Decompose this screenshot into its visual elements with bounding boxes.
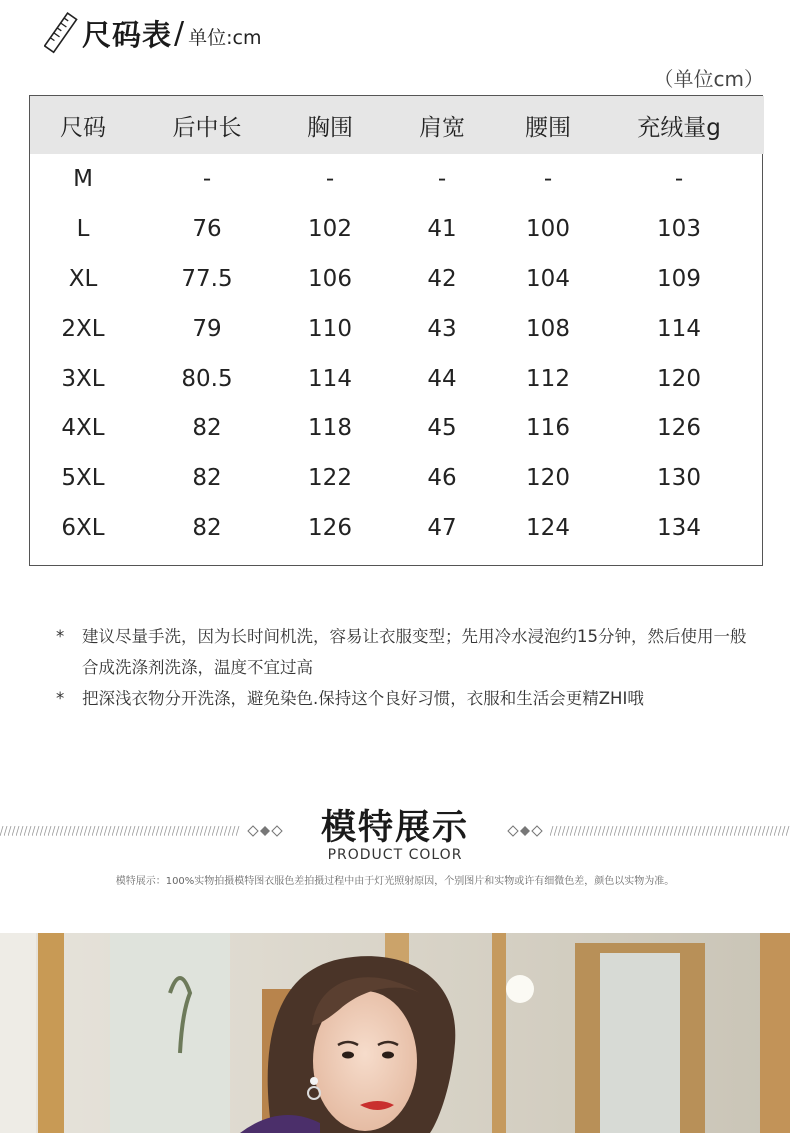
table-cell: 2XL bbox=[61, 315, 105, 342]
table-cell: 118 bbox=[308, 415, 352, 442]
column-header-down-fill: 充绒量g bbox=[637, 114, 721, 141]
table-cell: 126 bbox=[657, 415, 701, 442]
table-cell: 47 bbox=[427, 515, 457, 542]
table-cell: L bbox=[76, 215, 90, 242]
table-cell: 130 bbox=[657, 465, 701, 492]
model-section-description: 模特展示：100%实物拍摄模特图衣服色差拍摄过程中由于灯光照射原因，个别图片和实物或许有细微色差，颜色以实物为准。 bbox=[115, 876, 675, 887]
column-header-size: 尺码 bbox=[60, 114, 106, 141]
table-cell: 43 bbox=[427, 315, 457, 342]
table-cell: 44 bbox=[427, 365, 457, 392]
size-chart-header bbox=[44, 8, 261, 58]
table-cell: XL bbox=[68, 265, 98, 292]
model-section-subtitle: PRODUCT COLOR bbox=[327, 847, 463, 863]
table-cell: 106 bbox=[308, 265, 352, 292]
table-cell: 82 bbox=[192, 415, 222, 442]
table-cell: 116 bbox=[526, 415, 570, 442]
table-row bbox=[30, 304, 764, 354]
decorative-hatch-line bbox=[550, 826, 790, 836]
table-row bbox=[30, 204, 764, 254]
table-row bbox=[30, 154, 764, 204]
table-cell: 114 bbox=[308, 365, 352, 392]
size-chart-title: 尺码表 bbox=[82, 17, 173, 52]
table-cell: 4XL bbox=[61, 415, 105, 442]
note-text: 建议尽量手洗，因为长时间机洗，容易让衣服变型；先用冷水浸泡约15分钟，然后使用一般合成洗涤剂洗涤，温度不宜过高 bbox=[82, 627, 747, 677]
table-cell: 114 bbox=[657, 315, 701, 342]
table-row bbox=[30, 354, 764, 404]
table-cell: 120 bbox=[526, 465, 570, 492]
table-cell: 126 bbox=[308, 515, 352, 542]
table-cell: 82 bbox=[192, 465, 222, 492]
column-header-waist: 腰围 bbox=[525, 114, 571, 141]
table-cell: 46 bbox=[427, 465, 457, 492]
table-cell: M bbox=[73, 165, 93, 192]
care-notes bbox=[56, 621, 756, 714]
table-cell: 122 bbox=[308, 465, 352, 492]
size-chart-slash: / bbox=[174, 15, 185, 51]
note-text: 把深浅衣物分开洗涤，避免染色.保持这个良好习惯，衣服和生活会更精ZHI哦 bbox=[82, 689, 644, 708]
table-cell: 5XL bbox=[61, 465, 105, 492]
table-cell: 42 bbox=[427, 265, 457, 292]
note-bullet: * bbox=[56, 627, 65, 646]
column-header-shoulder: 肩宽 bbox=[419, 114, 465, 141]
diamond-ornament-icon bbox=[506, 824, 546, 838]
table-cell: 134 bbox=[657, 515, 701, 542]
table-cell: 100 bbox=[526, 215, 570, 242]
model-display-section bbox=[0, 796, 790, 896]
table-cell: 110 bbox=[308, 315, 352, 342]
table-header-row bbox=[30, 96, 764, 154]
care-note bbox=[56, 621, 756, 683]
column-header-back-length: 后中长 bbox=[172, 114, 242, 141]
table-row bbox=[30, 503, 764, 553]
table-cell: 102 bbox=[308, 215, 352, 242]
table-cell: - bbox=[674, 165, 684, 192]
table-cell: - bbox=[437, 165, 447, 192]
table-cell: 103 bbox=[657, 215, 701, 242]
unit-note: （单位cm） bbox=[653, 67, 764, 91]
table-cell: 3XL bbox=[61, 365, 105, 392]
table-cell: 6XL bbox=[61, 515, 105, 542]
model-photo-image bbox=[0, 933, 790, 1133]
table-cell: 82 bbox=[192, 515, 222, 542]
size-chart-unit-label: 单位:cm bbox=[188, 26, 262, 49]
table-cell: 108 bbox=[526, 315, 570, 342]
table-cell: 79 bbox=[192, 315, 222, 342]
table-cell: 41 bbox=[427, 215, 457, 242]
table-cell: - bbox=[202, 165, 212, 192]
table-cell: - bbox=[325, 165, 335, 192]
table-cell: 76 bbox=[192, 215, 222, 242]
model-photo bbox=[0, 933, 790, 1133]
table-cell: 109 bbox=[657, 265, 701, 292]
table-cell: 104 bbox=[526, 265, 570, 292]
table-row bbox=[30, 254, 764, 304]
column-header-bust: 胸围 bbox=[307, 114, 353, 141]
note-bullet: * bbox=[56, 689, 65, 708]
table-cell: - bbox=[543, 165, 553, 192]
table-cell: 124 bbox=[526, 515, 570, 542]
table-cell: 77.5 bbox=[181, 265, 233, 292]
size-table bbox=[29, 95, 763, 566]
table-row bbox=[30, 403, 764, 453]
model-section-title: 模特展示 bbox=[320, 808, 469, 848]
ruler-icon bbox=[44, 12, 78, 54]
table-cell: 80.5 bbox=[181, 365, 233, 392]
care-note bbox=[56, 683, 756, 714]
table-cell: 112 bbox=[526, 365, 570, 392]
table-row bbox=[30, 453, 764, 503]
table-cell: 45 bbox=[427, 415, 457, 442]
table-cell: 120 bbox=[657, 365, 701, 392]
